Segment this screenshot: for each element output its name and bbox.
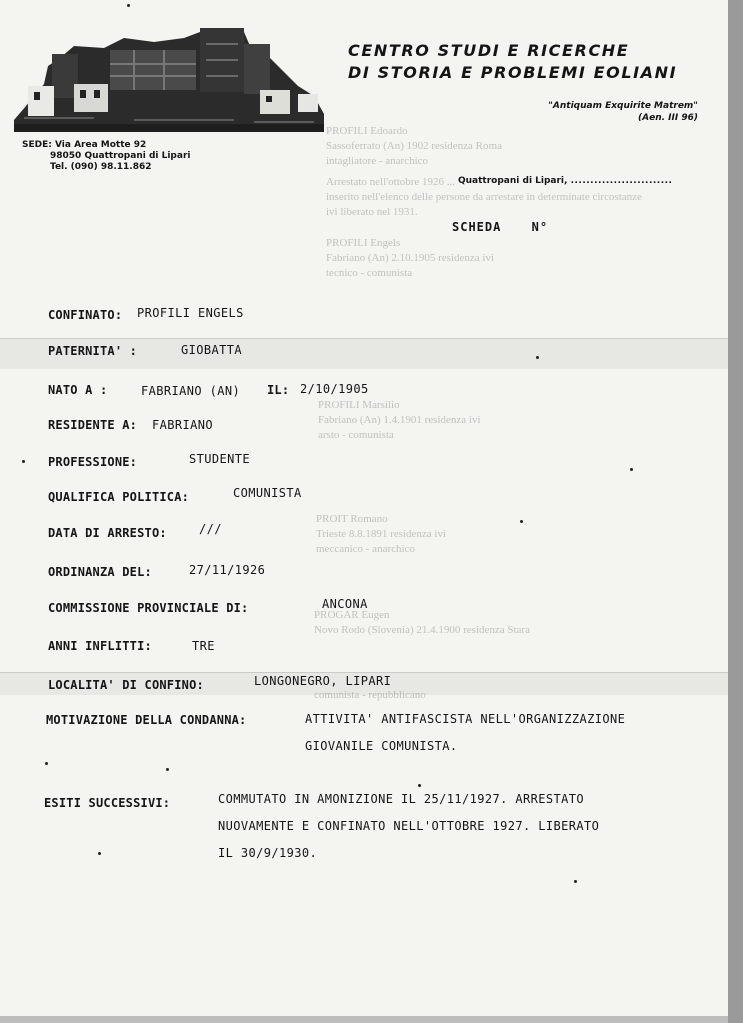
scan-speck — [630, 468, 633, 471]
bleed-through-text — [316, 512, 446, 557]
scan-speck — [536, 356, 539, 359]
anni-label: ANNI INFLITTI: — [48, 639, 152, 653]
motivazione-value-line: ATTIVITA' ANTIFASCISTA NELL'ORGANIZZAZIONE — [305, 712, 626, 726]
confinato-label: CONFINATO: — [48, 308, 123, 322]
place-label: Quattropani di Lipari, — [458, 176, 568, 186]
esiti-value-line: IL 30/9/1930. — [218, 846, 318, 860]
arresto-label: DATA DI ARRESTO: — [48, 526, 167, 540]
qualifica-value: COMUNISTA — [233, 486, 302, 500]
address-line: 98050 Quattropani di Lipari — [50, 151, 191, 161]
paternita-label: PATERNITA' : — [48, 344, 138, 358]
birth-date-value: 2/10/1905 — [300, 382, 369, 396]
bleed-through-line: PROFILI Marsilio — [318, 399, 400, 411]
bleed-through-line: intagliatore - anarchico — [326, 155, 429, 167]
arresto-value: /// — [199, 522, 222, 536]
paternita-value: GIOBATTA — [181, 343, 242, 357]
scan-speck — [98, 852, 101, 855]
birth-date-label: IL: — [267, 383, 290, 397]
scan-speck — [127, 4, 130, 7]
commissione-label: COMMISSIONE PROVINCIALE DI: — [48, 601, 249, 615]
bleed-through-line: PROGAR Eugen — [314, 609, 390, 621]
castle-logo — [14, 24, 326, 132]
bleed-through-text — [326, 124, 642, 281]
professione-value: STUDENTE — [189, 452, 250, 466]
bleed-through-line: Fabriano (An) 1.4.1901 residenza ivi — [318, 414, 481, 426]
scan-speck — [520, 520, 523, 523]
bleed-through-line: arsto - comunista — [318, 429, 394, 441]
scan-speck — [45, 762, 48, 765]
bleed-through-line: PROIT Romano — [316, 513, 388, 525]
commissione-value: ANCONA — [322, 597, 368, 611]
address-line: SEDE: Via Area Motte 92 — [22, 140, 147, 150]
anni-value: TRE — [192, 639, 215, 653]
bleed-through-line: comunista - repubblicano — [314, 689, 426, 701]
esiti-value-line: COMMUTATO IN AMONIZIONE IL 25/11/1927. ARRESTATO — [218, 792, 584, 806]
ordinanza-label: ORDINANZA DEL: — [48, 565, 152, 579]
scan-speck — [418, 784, 421, 787]
localita-value: LONGONEGRO, LIPARI — [254, 674, 392, 688]
bleed-through-line: Sassoferrato (An) 1902 residenza Roma — [326, 140, 502, 152]
bleed-through-line: meccanico - anarchico — [316, 543, 415, 555]
scheda-no-label: N° — [531, 220, 549, 234]
qualifica-label: QUALIFICA POLITICA: — [48, 490, 190, 504]
scan-edge — [728, 0, 743, 1023]
bleed-through-line: Novo Rodo (Slovenia) 21.4.1900 residenza Stara — [314, 624, 530, 636]
nato-label: NATO A : — [48, 383, 108, 397]
nato-value: FABRIANO (AN) — [141, 384, 241, 398]
bleed-through-line: inserito nell'elenco delle persone da arrestare in determinate circostanze — [326, 191, 642, 203]
address-block — [22, 140, 190, 173]
scan-speck — [574, 880, 577, 883]
bleed-through-text — [318, 398, 481, 443]
date-blank: .......................... — [570, 176, 673, 186]
motto-text: "Antiquam Exquirite Matrem" — [548, 101, 698, 111]
esiti-label: ESITI SUCCESSIVI: — [44, 796, 171, 810]
residente-label: RESIDENTE A: — [48, 418, 138, 432]
bleed-through-line: Trieste 8.8.1891 residenza ivi — [316, 528, 447, 540]
organization-name-line: CENTRO STUDI E RICERCHE — [348, 41, 630, 60]
motto-citation: (Aen. III 96) — [638, 113, 698, 123]
place-date-line — [458, 176, 672, 186]
bleed-through-line: ivi liberato nel 1931. — [326, 206, 418, 218]
bleed-through-line: Arrestato nell'ottobre 1926 ... — [326, 176, 456, 188]
organization-name-line: DI STORIA E PROBLEMI EOLIANI — [348, 63, 678, 82]
bleed-through-line: Fabriano (An) 2.10.1905 residenza ivi — [326, 252, 495, 264]
ordinanza-value: 27/11/1926 — [189, 563, 266, 577]
bleed-through-line: PROFILI Edoardo — [326, 125, 408, 137]
esiti-value-line: NUOVAMENTE E CONFINATO NELL'OTTOBRE 1927. LIBERATO — [218, 819, 600, 833]
motivazione-label: MOTIVAZIONE DELLA CONDANNA: — [46, 713, 247, 727]
bleed-through-line: PROFILI Engels — [326, 237, 401, 249]
scheda-number — [452, 220, 548, 234]
bleed-through-line: tecnico - comunista — [326, 267, 413, 279]
professione-label: PROFESSIONE: — [48, 455, 138, 469]
scan-speck — [166, 768, 169, 771]
localita-label: LOCALITA' DI CONFINO: — [48, 678, 204, 692]
residente-value: FABRIANO — [152, 418, 213, 432]
organization-name — [348, 40, 677, 84]
phone-line: Tel. (090) 98.11.862 — [50, 162, 152, 172]
motto — [548, 100, 698, 124]
confinato-value: PROFILI ENGELS — [137, 306, 244, 320]
scheda-label: SCHEDA — [452, 220, 502, 234]
scan-speck — [22, 460, 25, 463]
motivazione-value-line: GIOVANILE COMUNISTA. — [305, 739, 458, 753]
